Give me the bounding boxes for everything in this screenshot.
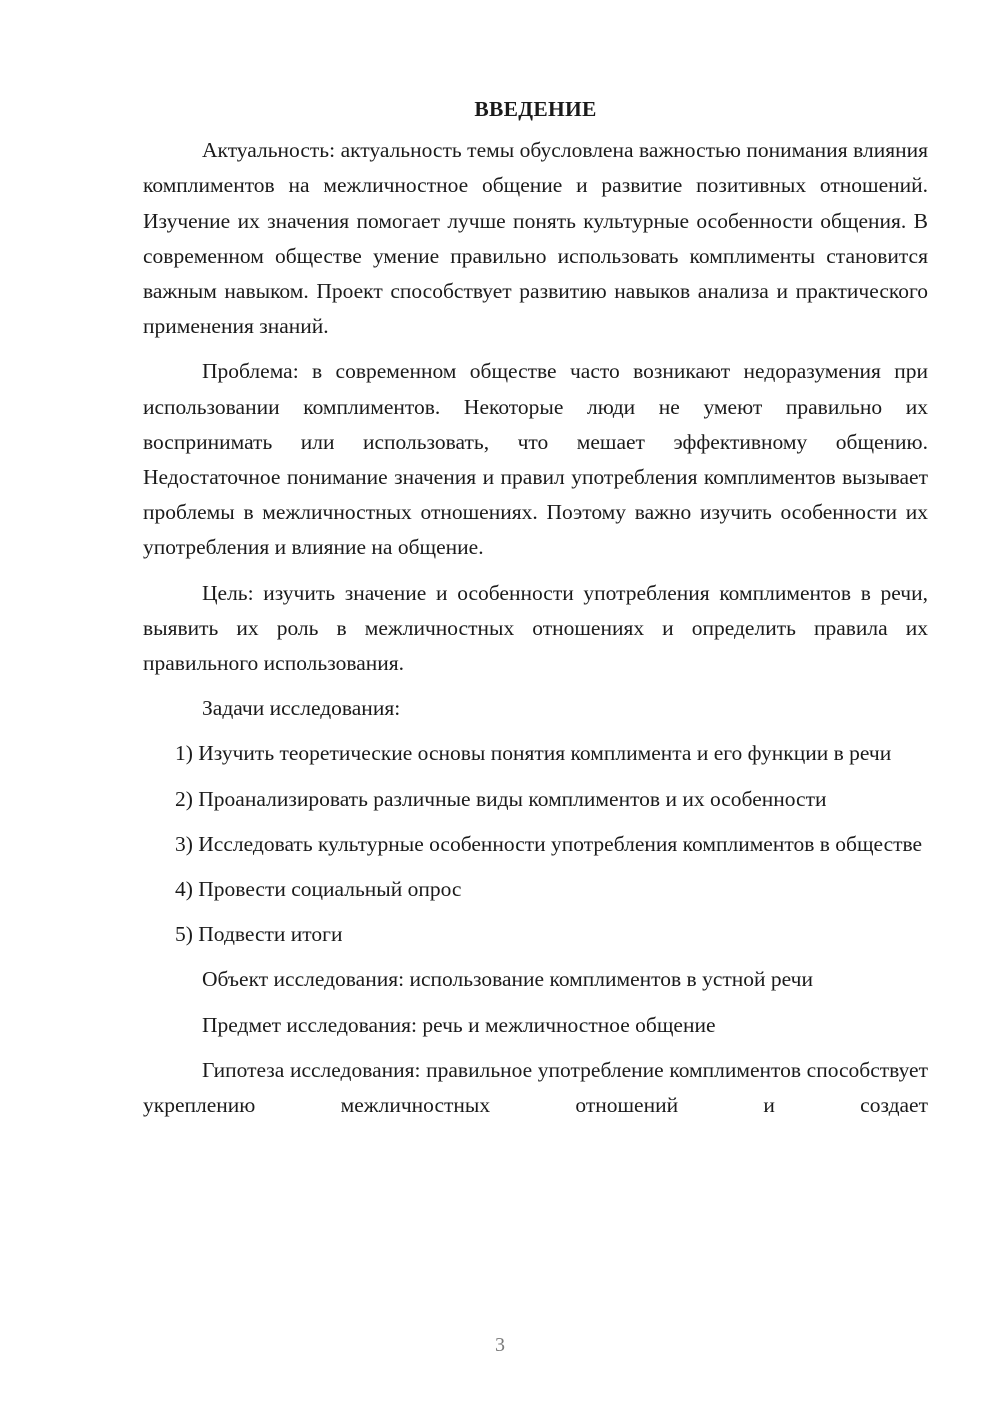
hypothesis-paragraph: Гипотеза исследования: правильное употребление комплиментов способствует укреплению межличностных отношений и создает [143,1057,928,1118]
task-item-1: 1) Изучить теоретические основы понятия комплимента и его функции в речи [175,741,892,766]
task-item-2: 2) Проанализировать различные виды комплиментов и их особенности [175,786,827,811]
page-content [143,92,928,1133]
task-item-3: 3) Исследовать культурные особенности употребления комплиментов в обществе [175,831,923,856]
page-number: 3 [495,1334,505,1356]
tasks-title: Задачи исследования: [202,696,401,721]
relevance-paragraph: Актуальность: актуальность темы обусловлена важностью понимания влияния комплиментов на межличностное общение и развитие позитивных отношений. Изучение их значения помогает лучше понять культурные особенности общения. В современном обществе умение правильно использовать комплименты становится важным навыком. Проект способствует развитию навыков анализа и практического применения знаний. [143,138,928,339]
section-heading: ВВЕДЕНИЕ [474,97,597,121]
task-item-5: 5) Подвести итоги [175,922,343,947]
object-paragraph: Объект исследования: использование комплиментов в устной речи [202,967,813,992]
problem-paragraph: Проблема: в современном обществе часто возникают недоразумения при использовании комплиментов. Некоторые люди не умеют правильно их воспринимать или использовать, что мешает эффективному общению. Недостаточное понимание значения и правил употребления комплиментов вызывает проблемы в межличностных отношениях. Поэтому важно изучить особенности их употребления и влияние на общение. [143,359,928,560]
task-item-4: 4) Провести социальный опрос [175,877,462,902]
goal-paragraph: Цель: изучить значение и особенности употребления комплиментов в речи, выявить их роль в межличностных отношениях и определить правила их правильного использования. [143,580,928,676]
subject-paragraph: Предмет исследования: речь и межличностное общение [202,1012,716,1037]
